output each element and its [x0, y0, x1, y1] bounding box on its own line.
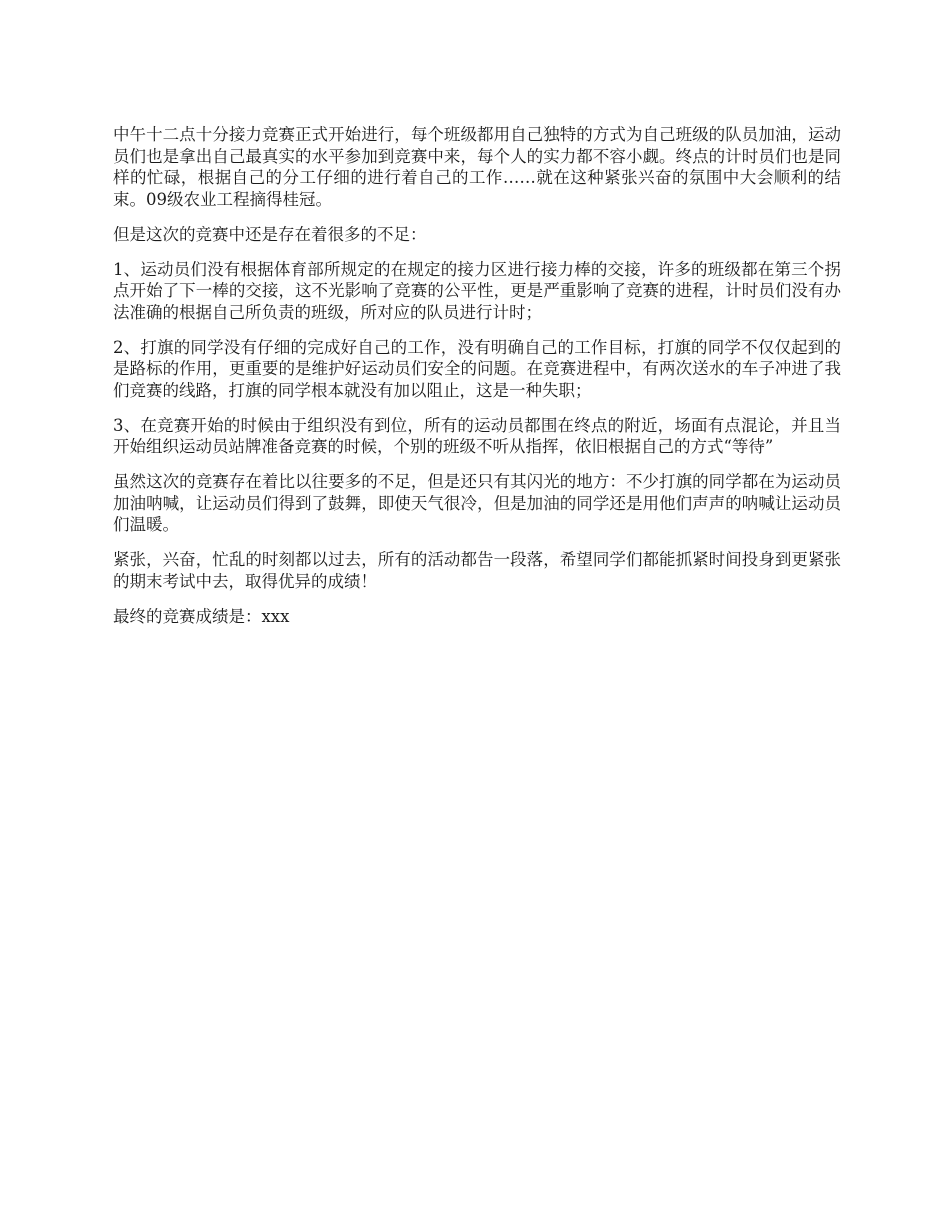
paragraph-relay-summary: 中午十二点十分接力竞赛正式开始进行，每个班级都用自己独特的方式为自己班级的队员加油，运动员们也是拿出自己最真实的水平参加到竞赛中来，每个人的实力都不容小觑。终点的计时员们也是同样的忙碌，根据自己的分工仔细的进行着自己的工作……就在这种紧张兴奋的氛围中大会顺利的结束。09级农业工程摘得桂冠。: [113, 125, 841, 209]
paragraph-shortcomings-intro: 但是这次的竞赛中还是存在着很多的不足：: [113, 224, 427, 244]
paragraph-final-result: 最终的竞赛成绩是：xxx: [113, 606, 290, 626]
paragraph-issue-3: 3、在竞赛开始的时候由于组织没有到位，所有的运动员都围在终点的附近，场面有点混论，并且当开始组织运动员站牌准备竞赛的时候，个别的班级不听从指挥，依旧根据自己的方式“等待”: [113, 415, 841, 456]
paragraph-highlights: 虽然这次的竞赛存在着比以往要多的不足，但是还只有其闪光的地方：不少打旗的同学都在为运动员加油呐喊，让运动员们得到了鼓舞，即使天气很冷，但是加油的同学还是用他们声声的呐喊让运动员们温暖。: [113, 472, 841, 534]
paragraph-issue-1: 1、运动员们没有根据体育部所规定的在规定的接力区进行接力棒的交接，许多的班级都在第三个拐点开始了下一棒的交接，这不光影响了竞赛的公平性，更是严重影响了竞赛的进程，计时员们没有办法准确的根据自己所负责的班级，所对应的队员进行计时；: [113, 259, 841, 322]
document-body: [113, 124, 841, 641]
paragraph-issue-2: 2、打旗的同学没有仔细的完成好自己的工作，没有明确自己的工作目标，打旗的同学不仅仅起到的是路标的作用，更重要的是维护好运动员们安全的问题。在竞赛进程中，有两次送水的车子冲进了我们竞赛的线路，打旗的同学根本就没有加以阻止，这是一种失职；: [113, 337, 841, 400]
paragraph-closing: 紧张，兴奋，忙乱的时刻都以过去，所有的活动都告一段落，希望同学们都能抓紧时间投身到更紧张的期末考试中去，取得优异的成绩！: [113, 550, 841, 591]
